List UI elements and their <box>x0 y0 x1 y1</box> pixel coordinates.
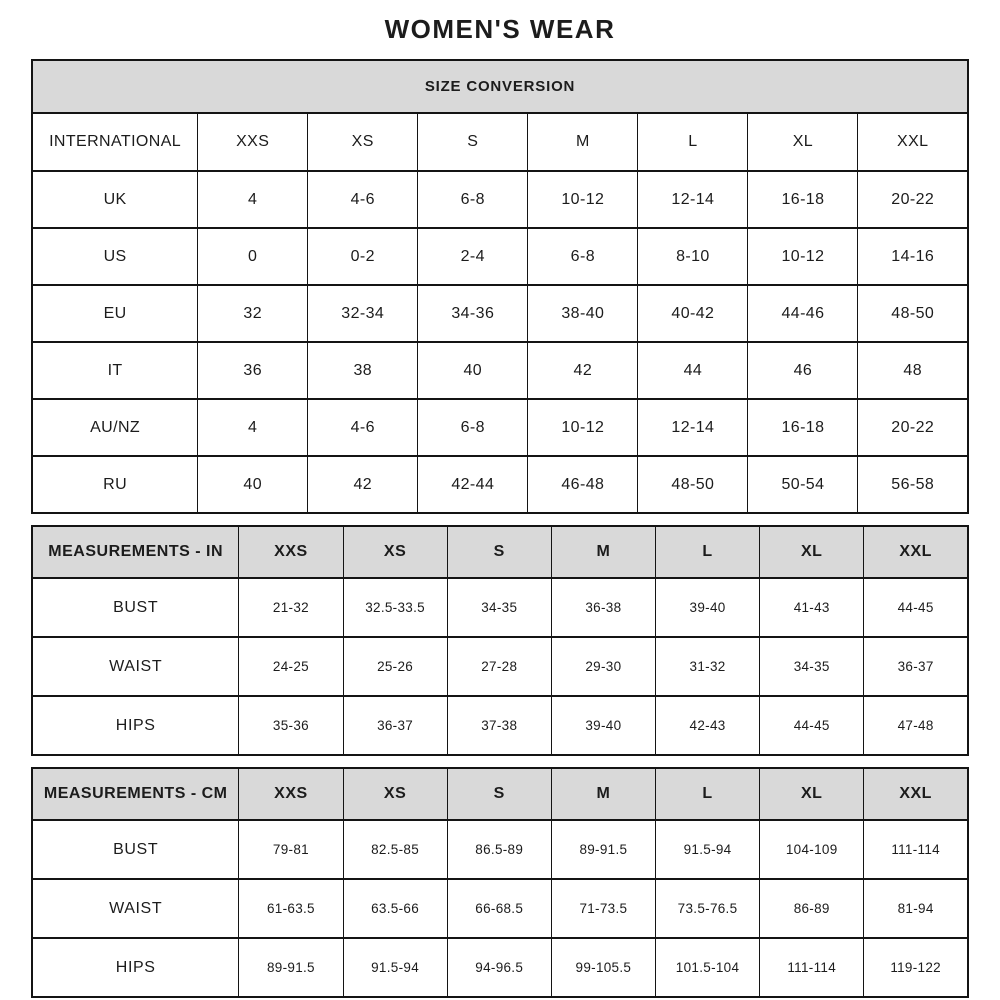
measurements-cm-header: MEASUREMENTS - CM <box>32 768 239 820</box>
size-column-header: XL <box>760 768 864 820</box>
size-value-cell: 6-8 <box>528 228 638 285</box>
size-value-cell: 16-18 <box>748 399 858 456</box>
size-column-header: M <box>551 768 655 820</box>
measurement-value-cell: 27-28 <box>447 637 551 696</box>
size-value-cell: 44-46 <box>748 285 858 342</box>
measurement-value-cell: 63.5-66 <box>343 879 447 938</box>
size-column-header: S <box>447 526 551 578</box>
size-value-cell: 10-12 <box>748 228 858 285</box>
measurement-value-cell: 24-25 <box>239 637 343 696</box>
size-value-cell: 56-58 <box>858 456 968 513</box>
size-conversion-table <box>31 59 969 514</box>
size-value-cell: 48-50 <box>638 456 748 513</box>
size-value-cell: 6-8 <box>418 171 528 228</box>
size-value-cell: 44 <box>638 342 748 399</box>
measurement-value-cell: 79-81 <box>239 820 343 879</box>
measurement-value-cell: 89-91.5 <box>551 820 655 879</box>
measurement-value-cell: 25-26 <box>343 637 447 696</box>
table-row <box>32 171 968 228</box>
measurement-value-cell: 36-37 <box>343 696 447 755</box>
measurement-value-cell: 86-89 <box>760 879 864 938</box>
measurement-value-cell: 39-40 <box>655 578 759 637</box>
column-header-row <box>32 113 968 171</box>
conv-column-header: S <box>418 113 528 171</box>
size-value-cell: 48-50 <box>858 285 968 342</box>
measurement-value-cell: 99-105.5 <box>551 938 655 997</box>
measurement-label: WAIST <box>32 879 239 938</box>
table-row <box>32 228 968 285</box>
conv-column-header: XXS <box>198 113 308 171</box>
size-value-cell: 48 <box>858 342 968 399</box>
size-column-header: XXL <box>864 768 968 820</box>
measurement-value-cell: 31-32 <box>655 637 759 696</box>
measurement-value-cell: 61-63.5 <box>239 879 343 938</box>
measurements-header-row <box>32 526 968 578</box>
measurements-cm-table <box>31 767 969 998</box>
size-column-header: XS <box>343 768 447 820</box>
table-row <box>32 456 968 513</box>
measurement-value-cell: 34-35 <box>760 637 864 696</box>
size-value-cell: 10-12 <box>528 171 638 228</box>
table-row <box>32 637 968 696</box>
size-column-header: L <box>655 768 759 820</box>
region-label: EU <box>32 285 198 342</box>
region-label: UK <box>32 171 198 228</box>
measurement-value-cell: 82.5-85 <box>343 820 447 879</box>
conv-column-header: XXL <box>858 113 968 171</box>
size-value-cell: 38-40 <box>528 285 638 342</box>
size-value-cell: 4-6 <box>308 171 418 228</box>
measurements-in-table <box>31 525 969 756</box>
measurement-value-cell: 36-37 <box>864 637 968 696</box>
conv-column-header: M <box>528 113 638 171</box>
size-value-cell: 12-14 <box>638 171 748 228</box>
measurements-header-row <box>32 768 968 820</box>
size-value-cell: 38 <box>308 342 418 399</box>
size-column-header: M <box>551 526 655 578</box>
size-value-cell: 32-34 <box>308 285 418 342</box>
table-row <box>32 285 968 342</box>
size-value-cell: 4-6 <box>308 399 418 456</box>
measurement-value-cell: 91.5-94 <box>343 938 447 997</box>
measurement-value-cell: 111-114 <box>864 820 968 879</box>
measurement-value-cell: 44-45 <box>864 578 968 637</box>
size-column-header: XL <box>760 526 864 578</box>
table-row <box>32 938 968 997</box>
measurement-value-cell: 35-36 <box>239 696 343 755</box>
measurement-value-cell: 44-45 <box>760 696 864 755</box>
measurement-value-cell: 71-73.5 <box>551 879 655 938</box>
size-value-cell: 40 <box>198 456 308 513</box>
region-label: AU/NZ <box>32 399 198 456</box>
size-conversion-body <box>32 60 968 513</box>
size-value-cell: 46-48 <box>528 456 638 513</box>
measurements-in-body <box>32 526 968 755</box>
measurement-value-cell: 94-96.5 <box>447 938 551 997</box>
size-value-cell: 42-44 <box>418 456 528 513</box>
measurement-value-cell: 66-68.5 <box>447 879 551 938</box>
size-value-cell: 34-36 <box>418 285 528 342</box>
measurement-value-cell: 29-30 <box>551 637 655 696</box>
size-value-cell: 0-2 <box>308 228 418 285</box>
measurements-in-header: MEASUREMENTS - IN <box>32 526 239 578</box>
size-column-header: XXL <box>864 526 968 578</box>
measurement-value-cell: 41-43 <box>760 578 864 637</box>
size-value-cell: 42 <box>308 456 418 513</box>
size-value-cell: 40-42 <box>638 285 748 342</box>
measurement-value-cell: 32.5-33.5 <box>343 578 447 637</box>
measurement-value-cell: 39-40 <box>551 696 655 755</box>
table-row <box>32 879 968 938</box>
section-header-row <box>32 60 968 113</box>
measurement-label: HIPS <box>32 938 239 997</box>
size-value-cell: 16-18 <box>748 171 858 228</box>
conv-column-header: INTERNATIONAL <box>32 113 198 171</box>
size-value-cell: 0 <box>198 228 308 285</box>
measurement-value-cell: 111-114 <box>760 938 864 997</box>
region-label: US <box>32 228 198 285</box>
measurement-value-cell: 89-91.5 <box>239 938 343 997</box>
table-row <box>32 696 968 755</box>
conv-column-header: XL <box>748 113 858 171</box>
size-value-cell: 10-12 <box>528 399 638 456</box>
size-value-cell: 32 <box>198 285 308 342</box>
size-column-header: XXS <box>239 526 343 578</box>
size-column-header: S <box>447 768 551 820</box>
size-value-cell: 2-4 <box>418 228 528 285</box>
measurement-value-cell: 21-32 <box>239 578 343 637</box>
size-column-header: XXS <box>239 768 343 820</box>
measurements-cm-body <box>32 768 968 997</box>
measurement-label: BUST <box>32 578 239 637</box>
conv-column-header: L <box>638 113 748 171</box>
measurement-value-cell: 34-35 <box>447 578 551 637</box>
size-value-cell: 4 <box>198 171 308 228</box>
measurement-label: BUST <box>32 820 239 879</box>
measurement-value-cell: 47-48 <box>864 696 968 755</box>
region-label: RU <box>32 456 198 513</box>
size-value-cell: 46 <box>748 342 858 399</box>
measurement-value-cell: 81-94 <box>864 879 968 938</box>
measurement-value-cell: 104-109 <box>760 820 864 879</box>
measurement-value-cell: 42-43 <box>655 696 759 755</box>
size-value-cell: 12-14 <box>638 399 748 456</box>
measurement-value-cell: 91.5-94 <box>655 820 759 879</box>
table-row <box>32 820 968 879</box>
size-value-cell: 6-8 <box>418 399 528 456</box>
size-conversion-header: SIZE CONVERSION <box>32 60 968 113</box>
table-row <box>32 342 968 399</box>
size-value-cell: 40 <box>418 342 528 399</box>
table-row <box>32 578 968 637</box>
region-label: IT <box>32 342 198 399</box>
size-value-cell: 42 <box>528 342 638 399</box>
table-row <box>32 399 968 456</box>
size-value-cell: 20-22 <box>858 171 968 228</box>
measurement-label: WAIST <box>32 637 239 696</box>
size-value-cell: 36 <box>198 342 308 399</box>
measurement-value-cell: 73.5-76.5 <box>655 879 759 938</box>
conv-column-header: XS <box>308 113 418 171</box>
size-column-header: L <box>655 526 759 578</box>
size-value-cell: 8-10 <box>638 228 748 285</box>
size-value-cell: 4 <box>198 399 308 456</box>
size-value-cell: 14-16 <box>858 228 968 285</box>
size-value-cell: 20-22 <box>858 399 968 456</box>
measurement-value-cell: 36-38 <box>551 578 655 637</box>
measurement-label: HIPS <box>32 696 239 755</box>
measurement-value-cell: 119-122 <box>864 938 968 997</box>
measurement-value-cell: 37-38 <box>447 696 551 755</box>
size-value-cell: 50-54 <box>748 456 858 513</box>
measurement-value-cell: 101.5-104 <box>655 938 759 997</box>
measurement-value-cell: 86.5-89 <box>447 820 551 879</box>
page-title: WOMEN'S WEAR <box>384 14 616 44</box>
size-column-header: XS <box>343 526 447 578</box>
